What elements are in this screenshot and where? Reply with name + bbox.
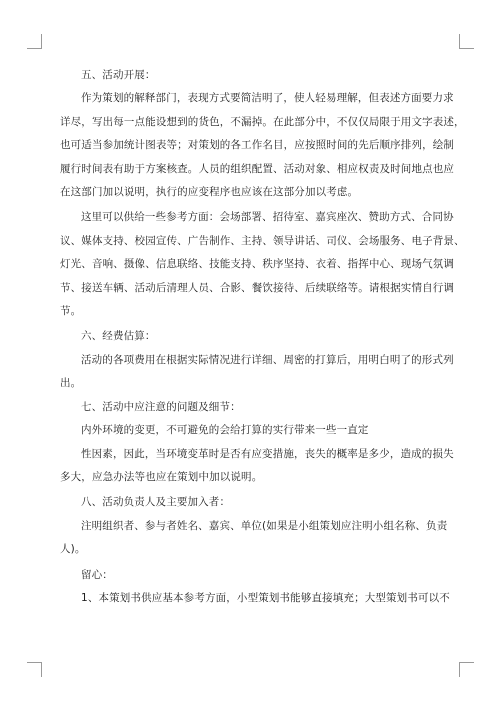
document-body <box>60 64 465 610</box>
section-heading: 五、活动开展： <box>81 69 156 81</box>
paragraph-line: 性因素，因此，当环境变革时是否有应变措施，丧失的概率是多少，造成的损失 <box>81 447 454 460</box>
paragraph-line: 注明组织者、参与者姓名、嘉宾、单位(如果是小组策划应注明小组名称、负责 <box>81 519 448 532</box>
section-heading: 留心： <box>81 568 113 581</box>
paragraph-line: 作为策划的解释部门，表现方式要简洁明了，使人轻易理解，但表述方面要力求 <box>81 92 454 105</box>
paragraph-line: 履行时间表有助于方案核查。人员的组织配置、活动对象、相应权责及时间地点也应 <box>60 162 455 175</box>
section-heading: 八、活动负责人及主要加入者： <box>81 496 231 509</box>
paragraph-line: 人)。 <box>60 543 86 556</box>
paragraph-line: 节。 <box>60 305 82 318</box>
paragraph-line: 这里可以供给一些参考方面：会场部署、招待室、嘉宾座次、赞助方式、合同协 <box>81 211 454 224</box>
paragraph-line: 节、接送车辆、活动后清理人员、合影、餐饮接待、后续联络等。请根据实情自行调 <box>60 281 455 294</box>
paragraph-line: 也可适当参加统计图表等；对策划的各工作名目，应按照时间的先后顺序排列，绘制 <box>60 139 455 152</box>
paragraph-line: 出。 <box>60 377 82 390</box>
paragraph-line: 1、本策划书供应基本参考方面，小型策划书能够直接填充；大型策划书可以不 <box>81 591 450 604</box>
paragraph-line: 活动的各项费用在根据实际情况进行详细、周密的打算后，用明白明了的形式列 <box>81 353 454 366</box>
crop-mark-top-right <box>459 34 474 49</box>
crop-mark-top-left <box>27 34 42 49</box>
paragraph-line: 在这部门加以说明，执行的应变程序也应该在这部分加以考虑。 <box>60 186 359 199</box>
paragraph-line: 详尽，写出每一点能设想到的货色，不漏掉。在此部分中，不仅仅局限于用文字表述， <box>60 115 465 128</box>
section-heading: 六、经费估算： <box>81 330 156 343</box>
paragraph-line: 灯光、音响、摄像、信息联络、技能支持、秩序坚持、衣着、指挥中心、现场气氛调 <box>60 258 455 271</box>
crop-mark-bottom-left <box>27 662 42 677</box>
paragraph-line: 议、媒体支持、校园宣传、广告制作、主持、领导讲话、司仪、会场服务、电子背景、 <box>60 234 465 247</box>
crop-mark-bottom-right <box>459 662 474 677</box>
paragraph-line: 内外环境的变更，不可避免的会给打算的实行带来一些一直定 <box>81 424 369 437</box>
paragraph-line: 多大，应急办法等也应在策划中加以说明。 <box>60 470 263 483</box>
section-heading: 七、活动中应注意的问题及细节： <box>81 400 241 413</box>
